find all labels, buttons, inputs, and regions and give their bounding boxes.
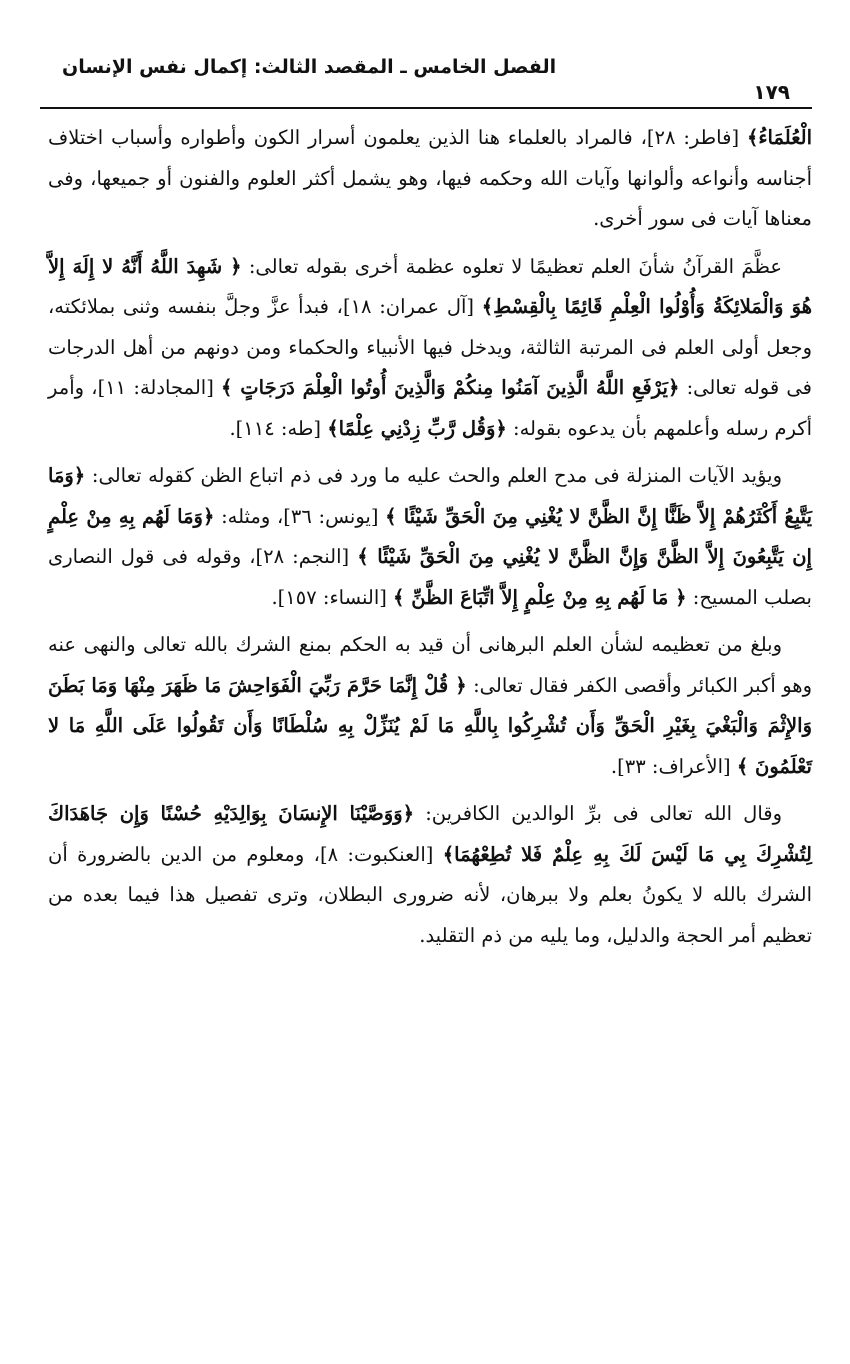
paragraph bbox=[48, 118, 812, 240]
body-text bbox=[48, 118, 812, 956]
paragraph bbox=[48, 625, 812, 787]
text-segment: وقال الله تعالى فى برِّ الوالدين الكافرين: bbox=[414, 802, 782, 825]
text-segment: [المجادلة: ١١]، وأمر أكرم رسله وأعلمهم بأن يدعوه بقوله: bbox=[48, 376, 812, 440]
paragraph bbox=[48, 247, 812, 450]
quran-verse: الْعُلَمَاءُ﴾ bbox=[746, 126, 812, 149]
header-rule bbox=[40, 107, 812, 109]
page-header bbox=[40, 52, 812, 110]
running-head: الفصل الخامس ـ المقصد الثالث: إكمال نفس الإنسان bbox=[62, 56, 557, 78]
quran-verse: ﴿وَمَا يَتَّبِعُ أَكْثَرُهُمْ إِلاَّ ظَنًّا إِنَّ الظَّنَّ لا يُغْنِي مِنَ الْحَقِّ شَيْئًا ﴾ bbox=[48, 464, 812, 528]
text-segment: [طه: ١١٤]. bbox=[229, 416, 328, 440]
quran-verse: ﴿ قُلْ إِنَّمَا حَرَّمَ رَبِّيَ الْفَوَاحِشَ مَا ظَهَرَ مِنْهَا وَمَا بَطَنَ وَالإِثْمَ وَالْبَغْيَ بِغَيْرِ الْحَقِّ وَأَن تُشْرِكُوا بِاللَّهِ مَا لَمْ يُنَزِّلْ بِهِ سُلْطَانًا وَأَن تَقُولُوا عَلَى اللَّهِ مَا لا تَعْلَمُونَ ﴾ bbox=[48, 673, 812, 778]
quran-verse: ﴿وَمَا لَهُم بِهِ مِنْ عِلْمٍ إِن يَتَّبِعُونَ إِلاَّ الظَّنَّ وَإِنَّ الظَّنَّ لا يُغْنِي مِنَ الْحَقِّ شَيْئًا ﴾ bbox=[48, 504, 812, 568]
text-segment: [آل عمران: ١٨]، فبدأ عزَّ وجلَّ بنفسه وثنى بملائكته، وجعل أولى العلم فى المرتبة الثالثة، ويدخل فيها الأنبياء والحكماء ومن دونهم من أهل الدرجات فى قوله تعالى: bbox=[48, 295, 812, 399]
paragraph bbox=[48, 794, 812, 956]
quran-verse: ﴿ شَهِدَ اللَّهُ أَنَّهُ لا إِلَهَ إِلاَّ هُوَ وَالْمَلائِكَةُ وَأُوْلُوا الْعِلْمِ قَائِمًا بِالْقِسْطِ﴾ bbox=[48, 254, 812, 318]
text-segment: [الأعراف: ٣٣]. bbox=[610, 754, 737, 778]
quran-verse: ﴿وَوَصَّيْنَا الإِنسَانَ بِوَالِدَيْهِ حُسْنًا وَإِن جَاهَدَاكَ لِتُشْرِكَ بِي مَا لَيْسَ لَكَ بِهِ عِلْمٌ فَلا تُطِعْهُمَا﴾ bbox=[48, 802, 813, 866]
quran-verse: ﴿ مَا لَهُم بِهِ مِنْ عِلْمٍ إِلاَّ اتِّبَاعَ الظَّنِّ ﴾ bbox=[393, 585, 687, 609]
page-number: ١٧٩ bbox=[753, 80, 790, 104]
text-segment: ويؤيد الآيات المنزلة فى مدح العلم والحث عليه ما ورد فى ذم اتباع الظن كقوله تعالى: bbox=[85, 464, 782, 487]
text-segment: [العنكبوت: ٨]، ومعلوم من الدين بالضرورة أن الشرك بالله لا يكونُ بعلم ولا ببرهان، لأنه ضرورى البطلان، وترى تفصيل هذا فيما بعده من تعظيم أمر الحجة والدليل، وما يليه من ذم التقليد. bbox=[48, 842, 812, 947]
text-segment: [النساء: ١٥٧]. bbox=[271, 585, 394, 609]
text-segment: عظَّمَ القرآنُ شأنَ العلم تعظيمًا لا تعلوه عظمة أخرى بقوله تعالى: bbox=[241, 254, 782, 278]
quran-verse: ﴿وَقُل رَّبِّ زِدْنِي عِلْمًا﴾ bbox=[327, 416, 507, 440]
text-segment: [يونس: ٣٦]، ومثله: bbox=[214, 504, 386, 528]
quran-verse: ﴿يَرْفَعِ اللَّهُ الَّذِينَ آمَنُوا مِنكُمْ وَالَّذِينَ أُوتُوا الْعِلْمَ دَرَجَاتٍ ﴾ bbox=[221, 376, 680, 399]
text-segment: [النجم: ٢٨]، وقوله فى قول النصارى بصلب المسيح: bbox=[48, 545, 812, 609]
paragraph bbox=[48, 456, 812, 618]
text-segment: [فاطر: ٢٨]، فالمراد بالعلماء هنا الذين يعلمون أسرار الكون وأطواره وأسباب اختلاف أجناسه وأنواعه وألوانها وآيات الله وحكمه فيها، وهو يشمل أكثر العلوم والفنون أو جميعها، وفى معناها آيات فى سور أخرى. bbox=[48, 126, 812, 230]
text-segment: وبلغ من تعظيمه لشأن العلم البرهانى أن قيد به الحكم بمنع الشرك بالله تعالى والنهى عنه وهو أكبر الكبائر وأقصى الكفر فقال تعالى: bbox=[48, 633, 812, 697]
